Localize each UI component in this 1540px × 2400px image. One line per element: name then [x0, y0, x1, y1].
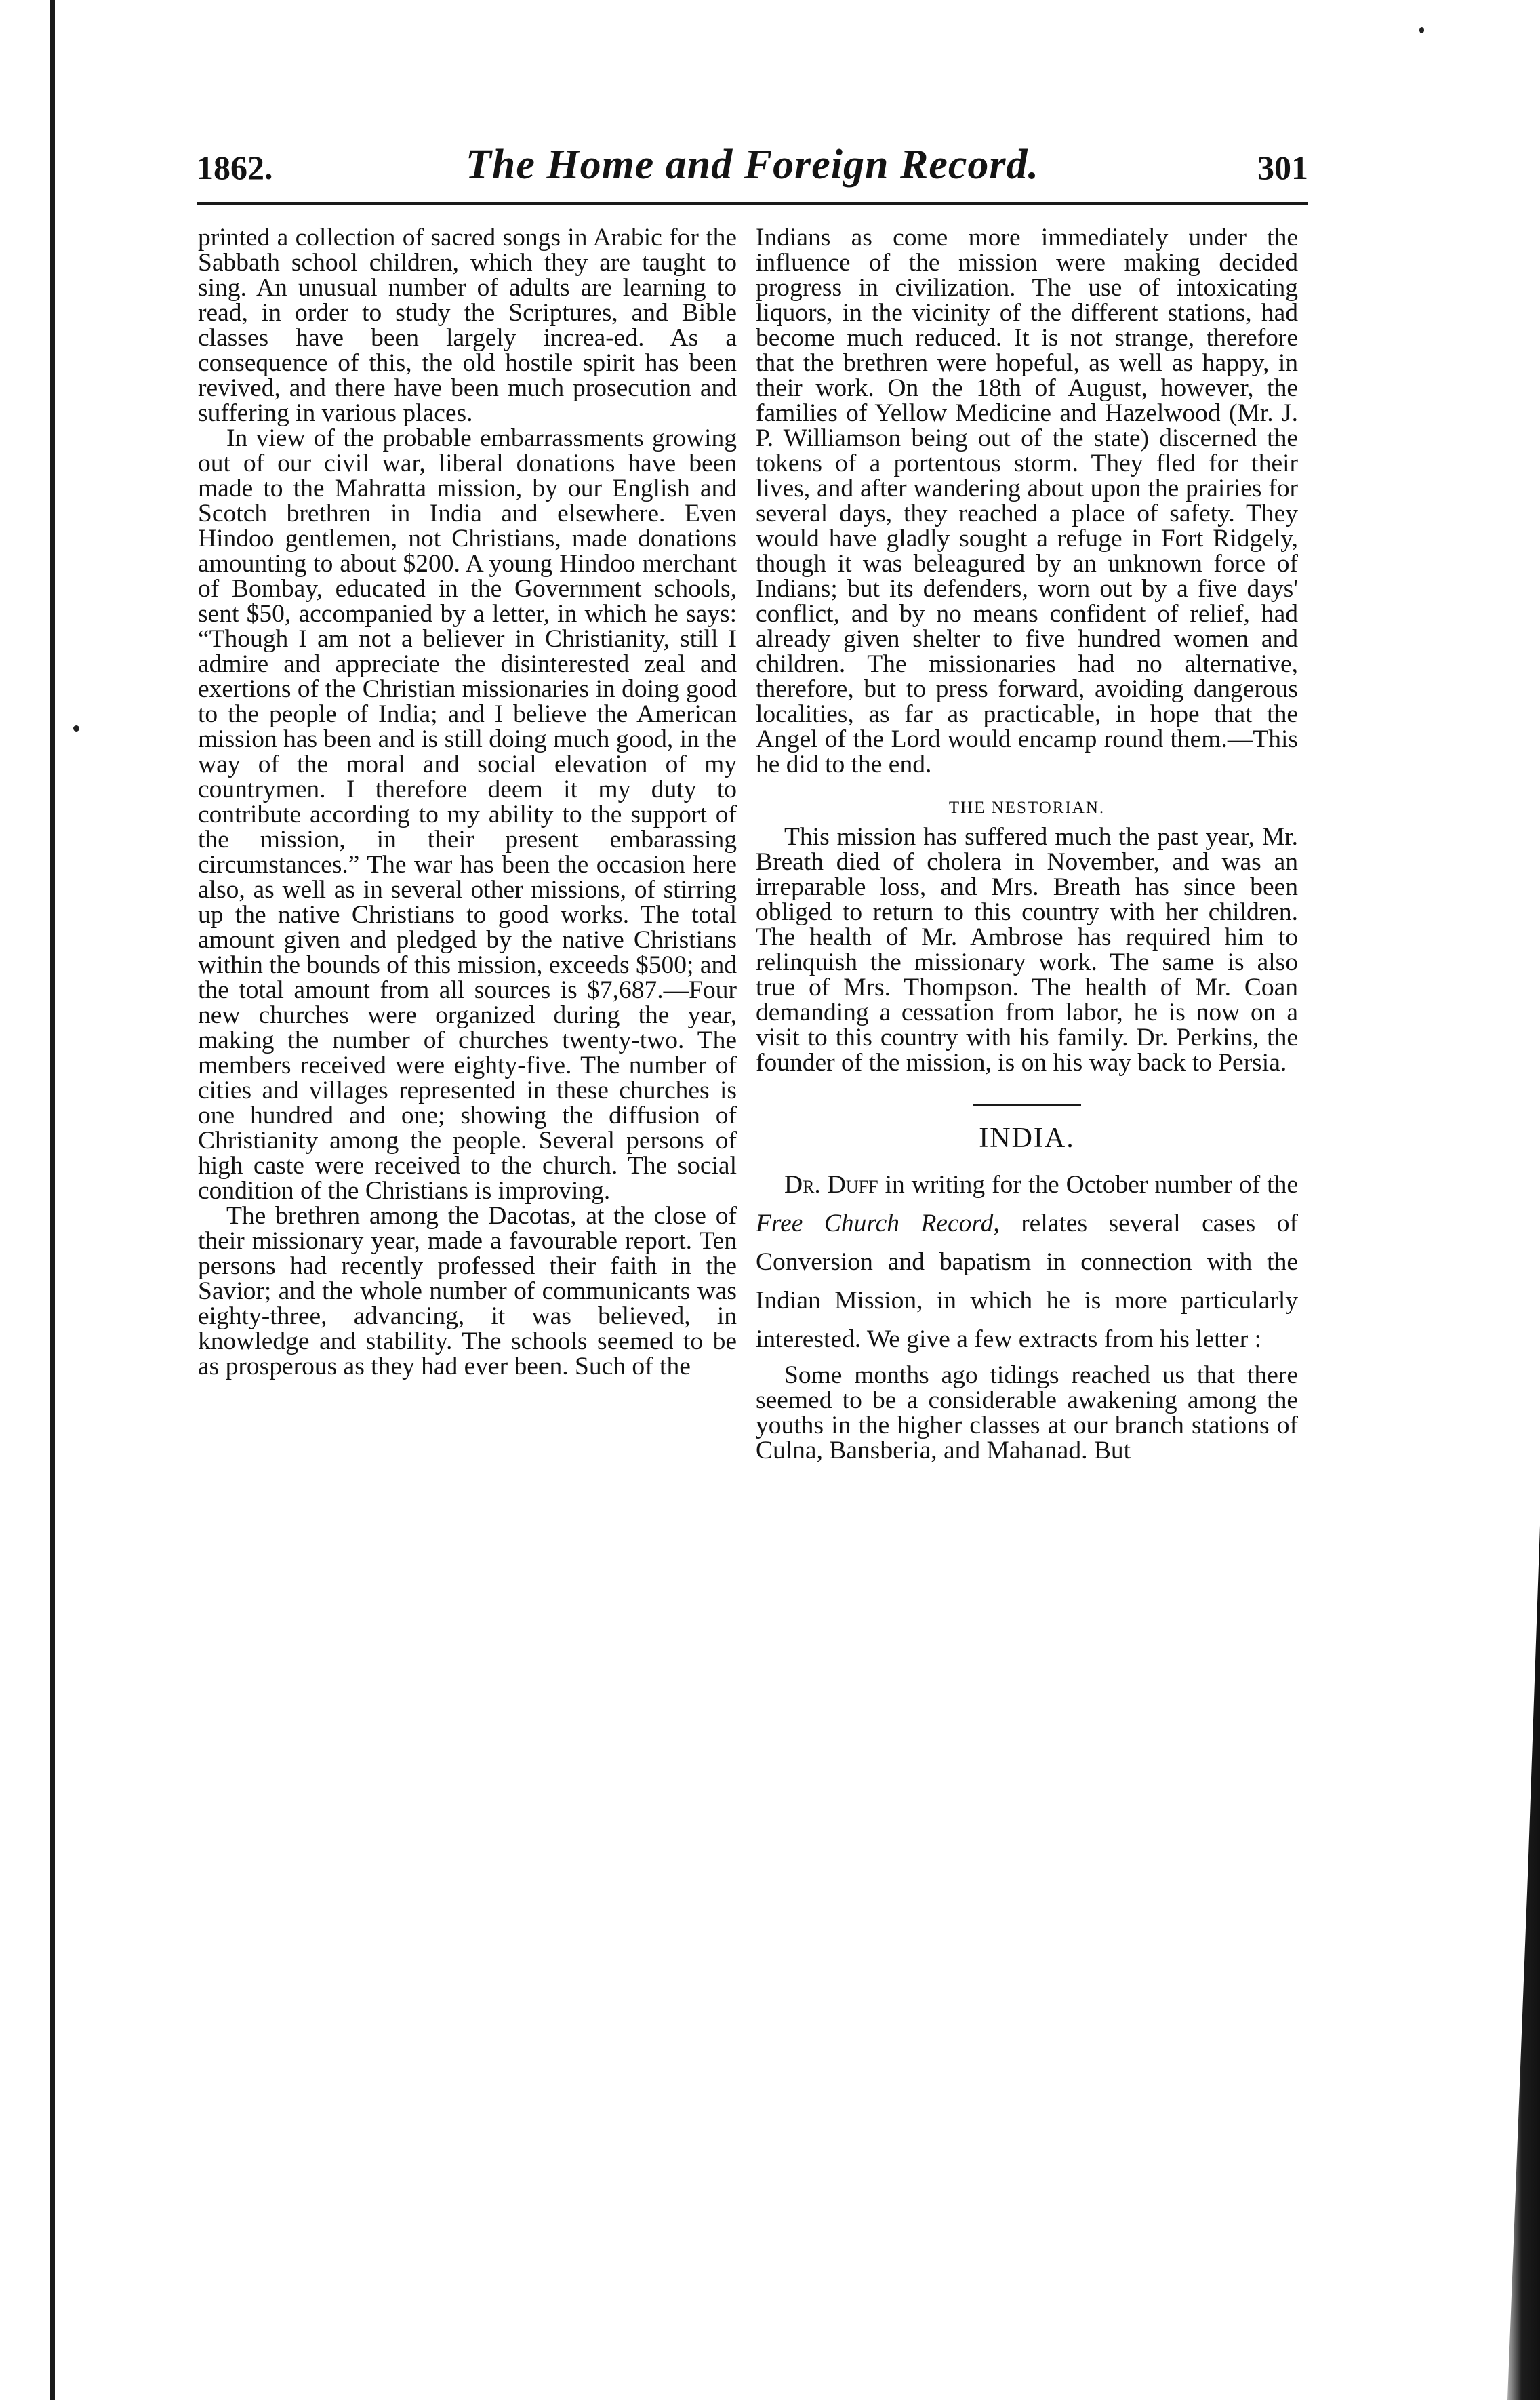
- scan-shadow: [1499, 1525, 1540, 2400]
- paragraph: Some months ago tidings reached us that there seemed to be a considerable awakening among the youths in the higher classes at our branch stations of Culna, Bansberia, and Mahanad. But: [756, 1361, 1298, 1464]
- section-divider: [973, 1104, 1081, 1106]
- section-heading-nestorian: THE NESTORIAN.: [948, 799, 1106, 817]
- speck: [73, 725, 79, 732]
- left-column: [198, 225, 737, 1379]
- paragraph: [756, 1165, 1298, 1359]
- paragraph: printed a collection of sacred songs in Arabic for the Sabbath school children, which they are taught to sing. An unusual number of adults are learning to read, in order to study the Scriptures, and Bible classes have been largely increa-ed. As a consequence of this, the old hostile spirit has been revived, and there have been much prosecution and suffering in various places.: [198, 224, 737, 427]
- journal-title: Free Church Record,: [756, 1209, 1000, 1237]
- page-number: 301: [1257, 148, 1308, 186]
- paragraph: Indians as come more immediately under the influence of the mission were making decided progress in civilization. The use of intoxicating liquors, in the vicinity of the different stations, had become much reduced. It is not strange, therefore that the brethren were hopeful, as well as happy, in their work. On the 18th of August, however, the families of Yellow Medicine and Hazelwood (Mr. J. P. Williamson being out of the state) discerned the tokens of a portentous storm. They fled for their lives, and after wandering about upon the prairies for several days, they reached a place of safety. They would have gladly sought a refuge in Fort Ridgely, though it was beleagured by an unknown force of Indians; but its defenders, worn out by a five days' conflict, and by no means confident of relief, had already given shelter to five hundred women and children. The missionaries had no alternative, therefore, but to press forward, avoiding dangerous localities, as far as practicable, in hope that the Angel of the Lord would encamp round them.—This he did to the end.: [756, 224, 1298, 778]
- text-run: in writing for the October number of the: [878, 1171, 1298, 1199]
- text-run: relates several cases of Conversion and bapatism in connection with the Indian Mission, in which he is more particularly interested. We give a few extracts from his letter :: [756, 1209, 1298, 1353]
- paragraph: In view of the probable embarrassments growing out of our civil war, liberal donations have been made to the Mahratta mission, by our English and Scotch brethren in India and elsewhere. Even Hindoo gentlemen, not Christians, made donations amounting to about $200. A young Hindoo merchant of Bombay, educated in the Government schools, sent $50, accompanied by a letter, in which he says: “Though I am not a believer in Christianity, still I admire and appreciate the disinterested zeal and exertions of the Christian missionaries in doing good to the people of India; and I believe the American mission has been and is still doing much good, in the way of the moral and social elevation of my countrymen. I therefore deem it my duty to contribute according to my ability to the support of the mission, in their present embarassing circumstances.” The war has been the occasion here also, as well as in several other missions, of stirring up the native Christians to good works. The total amount given and pledged by the native Christians within the bounds of this mission, exceeds $500; and the total amount from all sources is $7,687.—Four new churches were organized during the year, making the number of churches twenty-two. The members received were eighty-five. The number of cities and villages represented in these churches is one hundred and one; showing the diffusion of Christianity among the people. Several persons of high caste were received to the church. The social condition of the Christians is improving.: [198, 424, 737, 1205]
- section-heading-india: INDIA.: [979, 1123, 1075, 1154]
- page-edge-rule: [50, 0, 55, 2400]
- header-rule: [197, 202, 1308, 205]
- running-header: [197, 141, 1308, 195]
- header-year: 1862.: [197, 148, 273, 186]
- author-name: Dr. Duff: [784, 1171, 878, 1199]
- paragraph: This mission has suffered much the past year, Mr. Breath died of cholera in November, and was an irreparable loss, and Mrs. Breath has since been obliged to return to this country with her children. The health of Mr. Ambrose has required him to relinquish the missionary work. The same is also true of Mrs. Thompson. The health of Mr. Coan demanding a cessation from labor, he is now on a visit to this country with his family. Dr. Perkins, the founder of the mission, is on his way back to Persia.: [756, 823, 1298, 1077]
- running-title: The Home and Foreign Record.: [465, 142, 1040, 188]
- paragraph: The brethren among the Dacotas, at the close of their missionary year, made a favourable report. Ten persons had recently professed their faith in the Savior; and the whole number of communicants was eighty-three, advancing, it was believed, in knowledge and stability. The schools seemed to be as prosperous as they had ever been. Such of the: [198, 1202, 737, 1380]
- right-column: [756, 225, 1298, 1463]
- speck: [1419, 27, 1424, 33]
